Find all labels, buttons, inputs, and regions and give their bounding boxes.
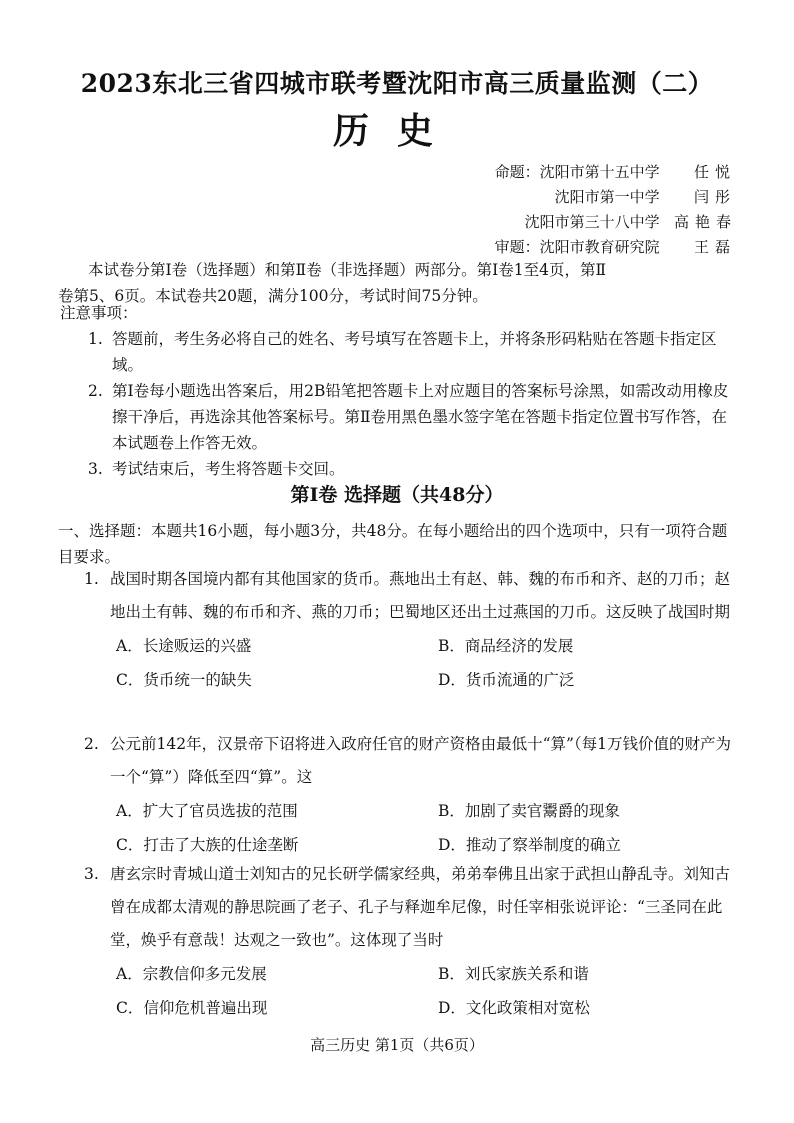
credit-name: 王磊 — [693, 238, 736, 256]
note-number: 3. — [88, 460, 103, 478]
exam-title: 2023东北三省四城市联考暨沈阳市高三质量监测（二） — [80, 69, 714, 98]
instructions-text: 一、选择题：本题共16小题，每小题3分，共48分。在每小题给出的四个选项中，只有一项符合题目要求。 — [58, 522, 728, 566]
credit-role: 审题： — [494, 238, 540, 256]
note-text: 第Ⅰ卷每小题选出答案后，用2B铅笔把答题卡上对应题目的答案标号涂黑，如需改动用橡皮擦干净后，再选涂其他答案标号。第Ⅱ卷用黑色墨水签字笔在答题卡指定位置书写作答，在本试题卷上作答无效。 — [112, 382, 729, 452]
intro-line: 卷第5、6页。本试卷共20题，满分100分，考试时间75分钟。 — [58, 287, 488, 305]
notes-block — [60, 300, 734, 482]
subject-title: 历史 — [332, 110, 461, 152]
option-b: B．加剧了卖官鬻爵的现象 — [438, 802, 620, 820]
options-grid — [116, 629, 738, 697]
notes-heading: 注意事项： — [60, 304, 138, 322]
credit-row — [495, 210, 736, 235]
note-item — [90, 326, 734, 378]
option-a: A．长途贩运的兴盛 — [116, 637, 252, 655]
credit-name: 高艳春 — [674, 213, 738, 231]
question-text: 公元前142年，汉景帝下诏将进入政府任官的财产资格由最低十“算”（每1万钱价值的财产为一个“算”）降低至四“算”。这 — [110, 735, 732, 786]
credit-name: 任悦 — [693, 163, 736, 181]
question-1 — [84, 563, 738, 697]
note-number: 1. — [88, 330, 103, 348]
intro-line: 本试卷分第Ⅰ卷（选择题）和第Ⅱ卷（非选择题）两部分。第Ⅰ卷1至4页，第Ⅱ — [88, 261, 607, 279]
credits-block — [495, 160, 736, 260]
question-stem — [84, 563, 738, 629]
credit-row — [495, 160, 736, 185]
credit-name: 闫彤 — [693, 188, 736, 206]
note-text: 考试结束后，考生将答题卡交回。 — [112, 460, 345, 478]
credit-school: 沈阳市教育研究院 — [539, 238, 660, 256]
credit-row — [495, 185, 736, 210]
note-number: 2. — [88, 382, 103, 400]
question-2 — [84, 728, 738, 862]
question-text: 战国时期各国境内都有其他国家的货币。燕地出土有赵、韩、魏的布币和齐、赵的刀币；赵地出土有韩、魏的布币和齐、燕的刀币；巴蜀地区还出土过燕国的刀币。这反映了战国时期 — [110, 570, 731, 621]
question-stem — [84, 858, 738, 957]
note-text: 答题前，考生务必将自己的姓名、考号填写在答题卡上，并将条形码粘贴在答题卡指定区域。 — [112, 330, 717, 374]
question-text: 唐玄宗时青城山道士刘知古的兄长研学儒家经典，弟弟奉佛且出家于武担山静乱寺。刘知古曾在成都太清观的静思院画了老子、孔子与释迦牟尼像，时任宰相张说评论：“三圣同在此堂，焕乎有意哉！达观之一致也”。这体现了当时 — [110, 865, 731, 949]
option-d: D．推动了察举制度的确立 — [438, 836, 621, 854]
options-grid — [116, 794, 738, 862]
option-a: A．扩大了官员选拔的范围 — [116, 802, 298, 820]
section-title: 第Ⅰ卷 选择题（共48分） — [290, 484, 504, 506]
question-stem — [84, 728, 738, 794]
credit-role: 命题： — [494, 163, 540, 181]
option-d: D．货币流通的广泛 — [438, 671, 575, 689]
option-c: C．信仰危机普遍出现 — [116, 999, 268, 1017]
note-item — [90, 378, 734, 456]
option-c: C．打击了大族的仕途垄断 — [116, 836, 299, 854]
credit-school: 沈阳市第三十八中学 — [524, 213, 660, 231]
credit-school: 沈阳市第十五中学 — [539, 163, 660, 181]
note-item — [90, 456, 734, 482]
question-number: 1. — [84, 570, 99, 588]
option-b: B．商品经济的发展 — [438, 637, 574, 655]
option-b: B．刘氏家族关系和谐 — [438, 965, 589, 983]
question-number: 3. — [84, 865, 99, 883]
question-3 — [84, 858, 738, 1025]
option-a: A．宗教信仰多元发展 — [116, 965, 267, 983]
page-footer: 高三历史 第1页（共6页） — [310, 1036, 484, 1054]
question-number: 2. — [84, 735, 99, 753]
credit-school: 沈阳市第一中学 — [554, 188, 660, 206]
options-grid — [116, 957, 738, 1025]
option-d: D．文化政策相对宽松 — [438, 999, 590, 1017]
option-c: C．货币统一的缺失 — [116, 671, 252, 689]
